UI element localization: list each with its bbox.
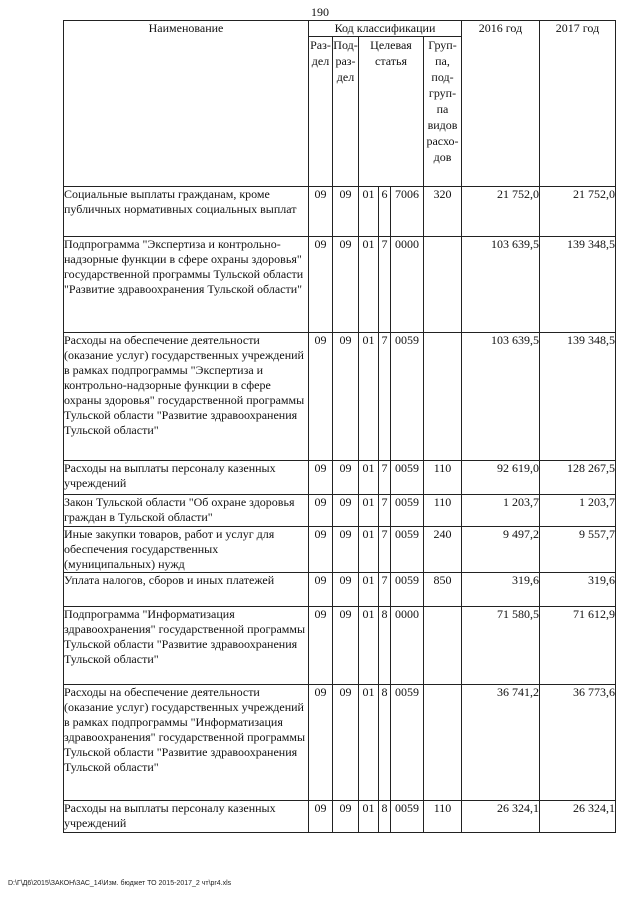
target-part1-cell: 01 [359,461,379,495]
group-cell [424,333,462,461]
table-row [64,237,616,333]
group-cell: 240 [424,527,462,573]
podrazdel-cell: 09 [333,685,359,801]
value-2016-cell: 1 203,7 [462,495,540,527]
group-cell: 320 [424,187,462,237]
table-row [64,607,616,685]
target-part2-cell: 7 [379,495,391,527]
row-name: Расходы на обеспечение деятельности (оказание услуг) государственных учреждений в рамках подпрограммы "Информатизация здравоохранения" государственной программы Тульской области "Развитие здравоохранения Тульской области" [64,685,309,801]
value-2016-cell: 71 580,5 [462,607,540,685]
target-part2-cell: 8 [379,607,391,685]
table-row [64,495,616,527]
value-2017-cell: 26 324,1 [540,801,616,833]
value-2016-cell: 36 741,2 [462,685,540,801]
header-code: Код классификации [309,21,462,37]
row-name: Подпрограмма "Экспертиза и контрольно-надзорные функции в сфере охраны здоровья" государственной программы Тульской области "Развитие здравоохранения Тульской области" [64,237,309,333]
razdel-cell: 09 [309,527,333,573]
podrazdel-cell: 09 [333,187,359,237]
header-target [359,37,424,187]
budget-table [63,20,616,833]
target-part1-cell: 01 [359,333,379,461]
value-2017-cell: 1 203,7 [540,495,616,527]
table-row [64,333,616,461]
podrazdel-cell: 09 [333,461,359,495]
header-podrazdel [333,37,359,187]
target-part3-cell: 0059 [391,801,424,833]
razdel-cell: 09 [309,685,333,801]
header-target-text: Целевая статья [370,38,412,68]
target-part3-cell: 0059 [391,573,424,607]
group-cell [424,237,462,333]
value-2016-cell: 103 639,5 [462,237,540,333]
target-part3-cell: 7006 [391,187,424,237]
row-name: Подпрограмма "Информатизация здравоохранения" государственной программы Тульской области "Развитие здравоохранения Тульской области" [64,607,309,685]
value-2017-cell: 139 348,5 [540,333,616,461]
value-2016-cell: 21 752,0 [462,187,540,237]
razdel-cell: 09 [309,461,333,495]
value-2017-cell: 21 752,0 [540,187,616,237]
row-name: Уплата налогов, сборов и иных платежей [64,573,309,607]
value-2016-cell: 26 324,1 [462,801,540,833]
header-razdel [309,37,333,187]
group-cell [424,685,462,801]
target-part2-cell: 7 [379,333,391,461]
target-part3-cell: 0000 [391,237,424,333]
target-part3-cell: 0059 [391,527,424,573]
target-part3-cell: 0000 [391,607,424,685]
group-cell [424,607,462,685]
razdel-cell: 09 [309,333,333,461]
razdel-cell: 09 [309,573,333,607]
value-2016-cell: 9 497,2 [462,527,540,573]
header-group [424,37,462,187]
razdel-cell: 09 [309,237,333,333]
razdel-cell: 09 [309,801,333,833]
razdel-cell: 09 [309,187,333,237]
podrazdel-cell: 09 [333,495,359,527]
target-part1-cell: 01 [359,607,379,685]
target-part1-cell: 01 [359,685,379,801]
row-name: Расходы на выплаты персоналу казенных учреждений [64,461,309,495]
razdel-cell: 09 [309,495,333,527]
table-row [64,573,616,607]
value-2017-cell: 71 612,9 [540,607,616,685]
target-part1-cell: 01 [359,573,379,607]
value-2016-cell: 92 619,0 [462,461,540,495]
target-part2-cell: 7 [379,527,391,573]
group-cell: 110 [424,801,462,833]
target-part1-cell: 01 [359,187,379,237]
table-row [64,685,616,801]
podrazdel-cell: 09 [333,607,359,685]
target-part2-cell: 8 [379,801,391,833]
target-part1-cell: 01 [359,527,379,573]
target-part1-cell: 01 [359,495,379,527]
target-part1-cell: 01 [359,237,379,333]
row-name: Социальные выплаты гражданам, кроме публичных нормативных социальных выплат [64,187,309,237]
value-2017-cell: 128 267,5 [540,461,616,495]
header-row-1 [64,21,616,37]
group-cell: 850 [424,573,462,607]
header-group-text: Груп- па, под- груп- па видов расхо- дов [426,38,459,164]
target-part3-cell: 0059 [391,333,424,461]
table-row [64,527,616,573]
target-part3-cell: 0059 [391,461,424,495]
podrazdel-cell: 09 [333,801,359,833]
file-path-footer: D:\Г\Д6\2015\ЗАКОН\ЗАС_14\Изм. бюджет ТО 2015-2017_2 чт\pr4.xls [8,880,232,887]
value-2016-cell: 319,6 [462,573,540,607]
value-2017-cell: 319,6 [540,573,616,607]
group-cell: 110 [424,495,462,527]
target-part2-cell: 7 [379,461,391,495]
header-podrazdel-text: Под- раз- дел [333,38,358,84]
value-2017-cell: 139 348,5 [540,237,616,333]
target-part2-cell: 6 [379,187,391,237]
podrazdel-cell: 09 [333,527,359,573]
group-cell: 110 [424,461,462,495]
table-row [64,461,616,495]
row-name: Иные закупки товаров, работ и услуг для обеспечения государственных (муниципальных) нужд [64,527,309,573]
target-part2-cell: 7 [379,573,391,607]
header-2016: 2016 год [462,21,540,187]
podrazdel-cell: 09 [333,237,359,333]
target-part2-cell: 7 [379,237,391,333]
razdel-cell: 09 [309,607,333,685]
table-row [64,187,616,237]
value-2017-cell: 36 773,6 [540,685,616,801]
target-part3-cell: 0059 [391,495,424,527]
row-name: Закон Тульской области "Об охране здоровья граждан в Тульской области" [64,495,309,527]
row-name: Расходы на выплаты персоналу казенных учреждений [64,801,309,833]
value-2017-cell: 9 557,7 [540,527,616,573]
page-number: 190 [311,5,329,19]
header-2017: 2017 год [540,21,616,187]
table-row [64,801,616,833]
target-part1-cell: 01 [359,801,379,833]
target-part2-cell: 8 [379,685,391,801]
podrazdel-cell: 09 [333,573,359,607]
table-body [64,187,616,833]
header-razdel-text: Раз- дел [310,38,331,68]
value-2016-cell: 103 639,5 [462,333,540,461]
podrazdel-cell: 09 [333,333,359,461]
row-name: Расходы на обеспечение деятельности (оказание услуг) государственных учреждений в рамках подпрограммы "Экспертиза и контрольно-надзорные функции в сфере охраны здоровья" государственной программы Тульской области "Развитие здравоохранения Тульской области" [64,333,309,461]
header-name: Наименование [64,21,309,187]
target-part3-cell: 0059 [391,685,424,801]
